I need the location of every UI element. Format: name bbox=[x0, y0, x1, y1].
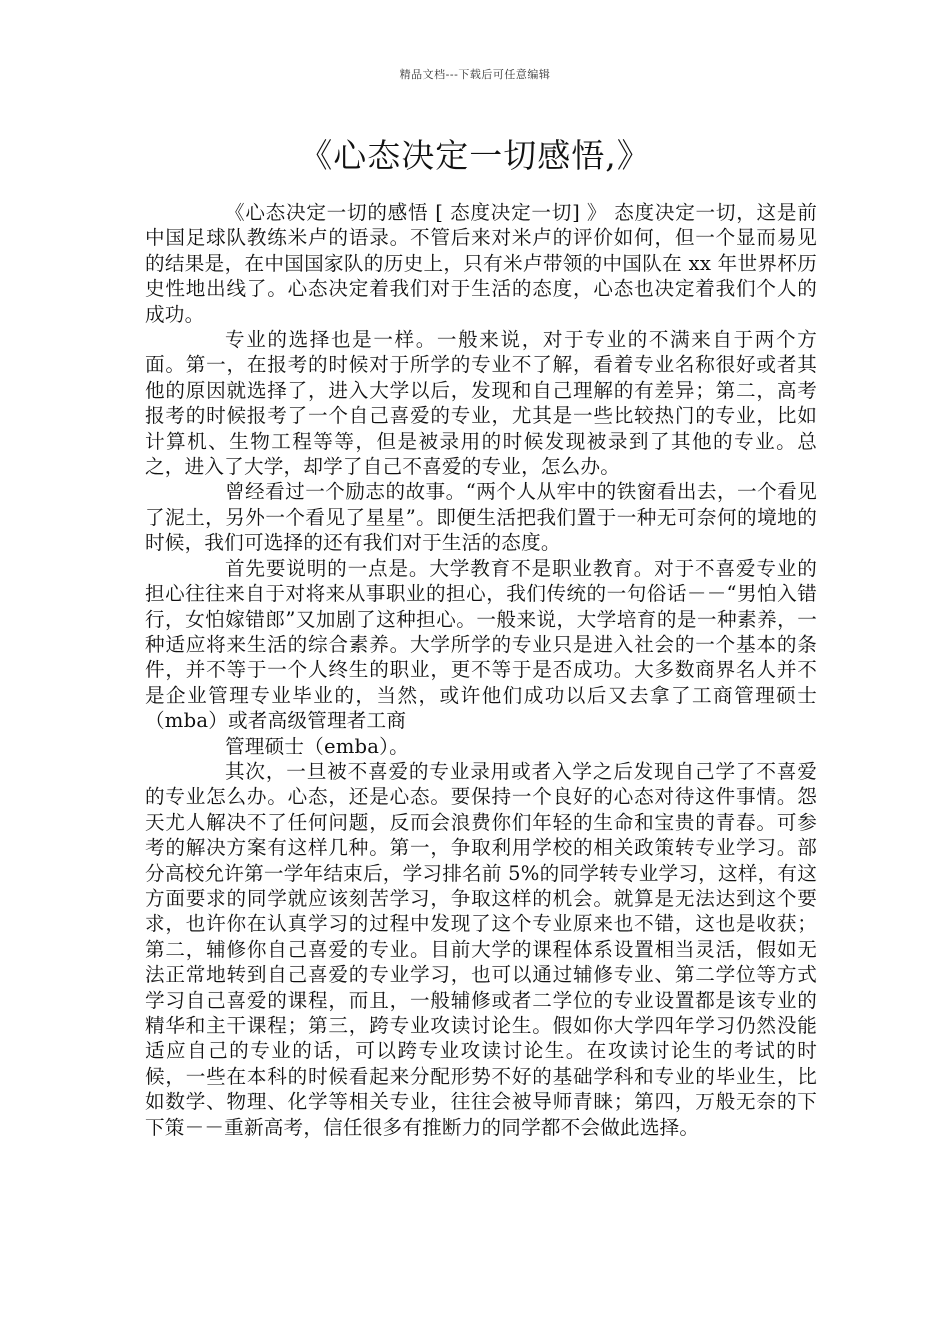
paragraph-inspiring-story: 曾经看过一个励志的故事。“两个人从牢中的铁窗看出去，一个看见了泥土，另外一个看见了星星”。即便生活把我们置于一种无可奈何的境地的时候，我们可选择的还有我们对于生活的态度。 bbox=[145, 480, 817, 555]
paragraph-emba: 管理硕士（emba）。 bbox=[225, 734, 409, 758]
paragraph-education: 首先要说明的一点是。大学教育不是职业教育。对于不喜爱专业的担心往往来自于对将来从事职业的担心，我们传统的一句俗话－－“男怕入错行，女怕嫁错郎”又加剧了这种担心。一般来说，大学培育的是一种素养，一种适应将来生活的综合素养。大学所学的专业只是进入社会的一个基本的条件，并不等于一个人终生的职业，更不等于是否成功。大多数商界名人并不是企业管理专业毕业的，当然，或许他们成功以后又去拿了工商管理硕士（mba）或者高级管理者工商 bbox=[145, 556, 817, 733]
paragraph-intro: 《心态决定一切的感悟 [ 态度决定一切] 》 态度决定一切，这是前中国足球队教练米卢的语录。不管后来对米卢的评价如何，但一个显而易见的结果是，在中国国家队的历史上，只有米卢带领的中国队在 xx 年世界杯历史性地出线了。心态决定着我们对于生活的态度，心态也决定着我们个人的成功。 bbox=[145, 201, 817, 326]
paragraph-solutions: 其次，一旦被不喜爱的专业录用或者入学之后发现自己学了不喜爱的专业怎么办。心态，还是心态。要保持一个良好的心态对待这件事情。怨天尤人解决不了任何问题，反而会浪费你们年轻的生命和宝贵的青春。可参考的解决方案有这样几种。第一，争取利用学校的相关政策转专业学习。部分高校允许第一学年结束后，学习排名前 5%的同学转专业学习，这样，有这方面要求的同学就应该刻苦学习，争取这样的机会。就算是无法达到这个要求，也许你在认真学习的过程中发现了这个专业原来也不错，这也是收获；第二，辅修你自己喜爱的专业。目前大学的课程体系设置相当灵活，假如无法正常地转到自己喜爱的专业学习，也可以通过辅修专业、第二学位等方式学习自己喜爱的课程，而且，一般辅修或者二学位的专业设置都是该专业的精华和主干课程；第三，跨专业攻读讨论生。假如你大学四年学习仍然没能适应自己的专业的话，可以跨专业攻读讨论生。在攻读讨论生的考试的时候，一些在本科的时候看起来分配形势不好的基础学科和专业的毕业生，比如数学、物理、化学等相关专业，往往会被导师青睐；第四，万般无奈的下下策－－重新高考，信任很多有推断力的同学都不会做此选择。 bbox=[145, 759, 817, 1139]
header-note: 精品文档---下载后可任意编辑 bbox=[399, 68, 551, 81]
document-title: 《心态决定一切感悟,》 bbox=[299, 136, 651, 175]
paragraph-major-choice: 专业的选择也是一样。一般来说，对于专业的不满来自于两个方面。第一，在报考的时候对于所学的专业不了解，看着专业名称很好或者其他的原因就选择了，进入大学以后，发现和自己理解的有差异；第二，高考报考的时候报考了一个自己喜爱的专业，尤其是一些比较热门的专业，比如计算机、生物工程等等，但是被录用的时候发现被录到了其他的专业。总之，进入了大学，却学了自己不喜爱的专业，怎么办。 bbox=[145, 328, 817, 479]
document-body bbox=[145, 200, 817, 1140]
